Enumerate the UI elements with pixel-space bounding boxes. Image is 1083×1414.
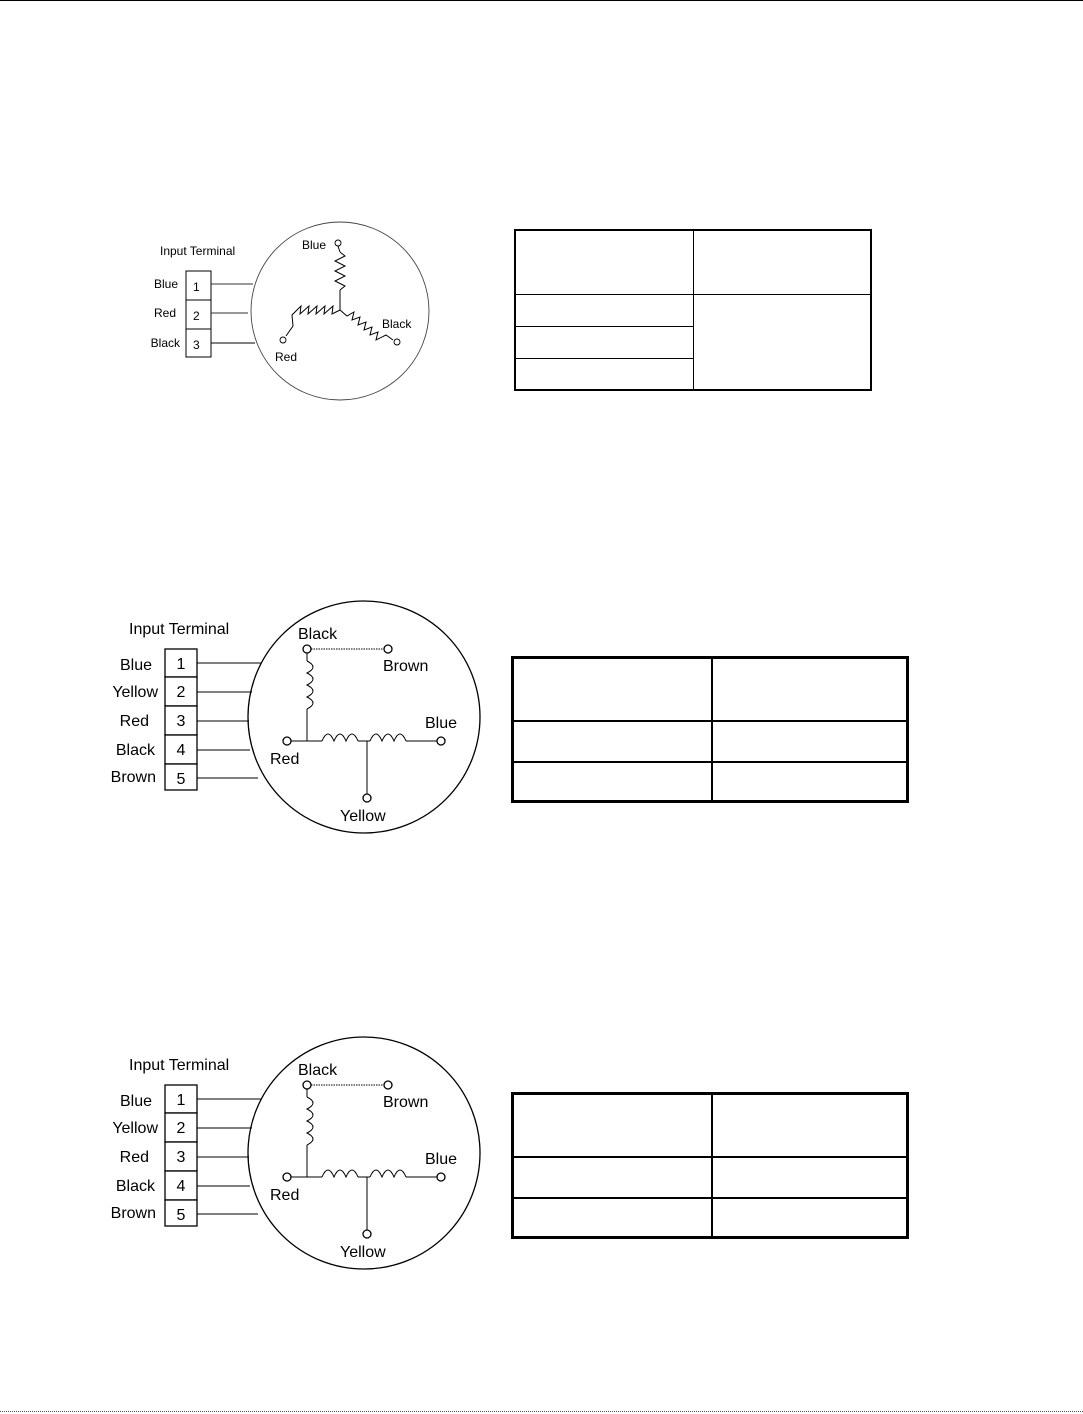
table-cell [712, 1198, 908, 1238]
terminal-number: 4 [176, 1178, 186, 1195]
winding-label-black: Black [298, 1062, 338, 1079]
input-terminal-title: Input Terminal [129, 621, 230, 638]
bottom-dotted-rule [0, 1411, 1083, 1412]
table-cell [513, 1157, 713, 1198]
winding-label-yellow: Yellow [340, 808, 386, 825]
terminal-number: 1 [176, 656, 186, 673]
motor-outline [251, 222, 429, 400]
terminal-number: 2 [176, 684, 186, 701]
winding-label-left: Red [275, 350, 298, 364]
wire-label: Blue [153, 277, 178, 291]
table-cell [694, 230, 872, 294]
table-cell [712, 721, 908, 762]
terminal-number: 3 [193, 338, 200, 352]
winding-label-red: Red [270, 751, 300, 768]
table-cell [515, 294, 694, 326]
terminal-number: 3 [176, 713, 186, 730]
spec-table-three-phase [514, 229, 872, 391]
table-cell [712, 1157, 908, 1198]
winding-label-right: Black [382, 317, 412, 331]
wire-label: Red [119, 1149, 149, 1166]
winding-label-top: Blue [302, 238, 327, 252]
wire-label: Yellow [112, 1120, 158, 1137]
winding-label-brown: Brown [383, 1094, 429, 1111]
winding-label-blue: Blue [425, 1151, 458, 1168]
table-cell [515, 326, 694, 358]
terminal-number: 5 [176, 771, 186, 788]
wire-label: Blue [119, 1093, 152, 1110]
table-cell [513, 1198, 713, 1238]
winding-label-blue: Blue [425, 715, 458, 732]
input-terminal-title: Input Terminal [160, 244, 236, 258]
wire-label: Black [115, 742, 155, 759]
table-cell [513, 658, 713, 721]
terminal-number: 2 [193, 309, 200, 323]
table-cell [712, 658, 908, 721]
table-cell [694, 294, 872, 390]
spec-table-five-wire-a [511, 656, 909, 803]
terminal-number: 5 [176, 1207, 186, 1224]
wire-label: Brown [110, 1205, 156, 1222]
winding-label-black: Black [298, 626, 338, 643]
wire-label: Black [150, 336, 180, 350]
winding-label-yellow: Yellow [340, 1244, 386, 1261]
wire-label: Red [153, 306, 176, 320]
wire-label: Black [115, 1178, 155, 1195]
input-terminal-title: Input Terminal [129, 1057, 230, 1074]
wire-label: Red [119, 713, 149, 730]
wire-label: Brown [110, 769, 156, 786]
spec-table-five-wire-b [511, 1092, 909, 1239]
winding-label-red: Red [270, 1187, 300, 1204]
table-cell [513, 721, 713, 762]
terminal-number: 3 [176, 1149, 186, 1166]
winding-label-brown: Brown [383, 658, 429, 675]
table-cell [513, 762, 713, 802]
wire-label: Blue [119, 657, 152, 674]
terminal-number: 2 [176, 1120, 186, 1137]
table-cell [712, 762, 908, 802]
table-cell [513, 1094, 713, 1157]
table-cell [712, 1094, 908, 1157]
terminal-number: 4 [176, 742, 186, 759]
table-cell [515, 358, 694, 390]
table-cell [515, 230, 694, 294]
terminal-number: 1 [193, 280, 200, 294]
terminal-number: 1 [176, 1092, 186, 1109]
wire-label: Yellow [112, 684, 158, 701]
